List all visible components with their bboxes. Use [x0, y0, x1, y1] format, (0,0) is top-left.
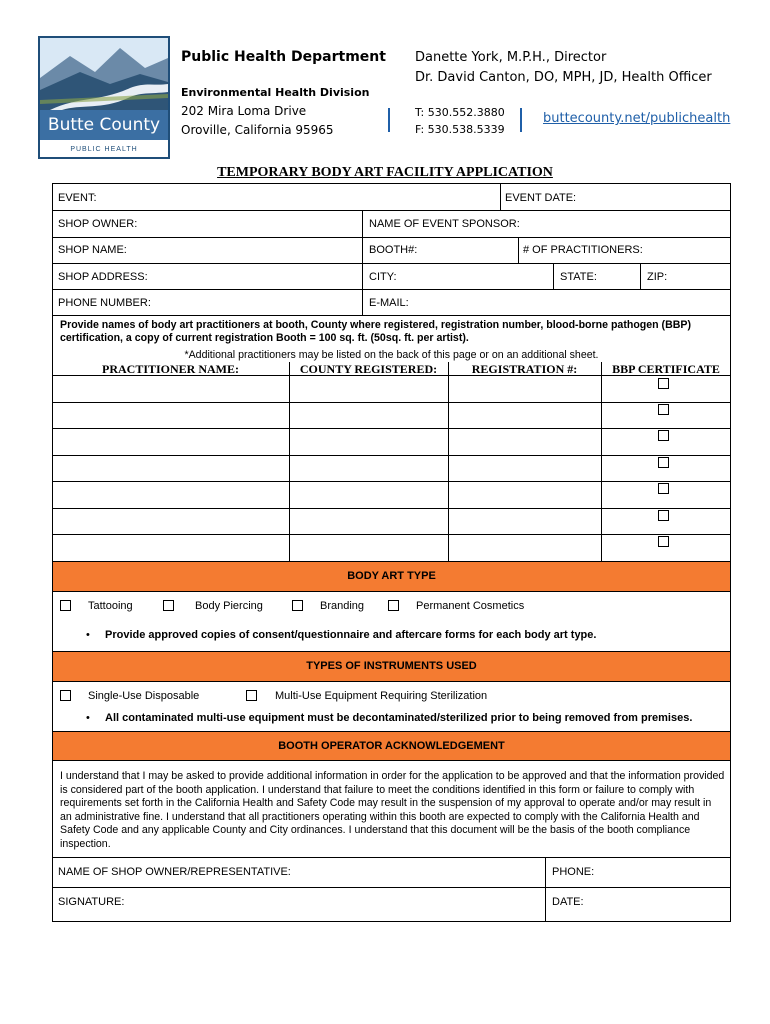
body-piercing-checkbox[interactable]	[163, 600, 174, 611]
city-field[interactable]: CITY:	[369, 271, 397, 283]
logo-name: Butte County	[40, 110, 168, 140]
address-line-1: 202 Mira Loma Drive	[181, 104, 307, 118]
tattooing-label: Tattooing	[88, 600, 133, 612]
event-date-field[interactable]: EVENT DATE:	[505, 192, 577, 204]
shop-name-field[interactable]: SHOP NAME:	[58, 244, 127, 256]
signature-field[interactable]: SIGNATURE:	[58, 896, 125, 908]
state-field[interactable]: STATE:	[560, 271, 597, 283]
form-title: TEMPORARY BODY ART FACILITY APPLICATION	[217, 165, 553, 180]
zip-field[interactable]: ZIP:	[647, 271, 668, 283]
email-field[interactable]: E-MAIL:	[369, 297, 409, 309]
website-link[interactable]: buttecounty.net/publichealth	[543, 111, 731, 126]
single-use-label: Single-Use Disposable	[88, 690, 200, 702]
fax-number: F: 530.538.5339	[415, 123, 505, 136]
address-line-2: Oroville, California 95965	[181, 123, 334, 137]
event-sponsor-field[interactable]: NAME OF EVENT SPONSOR:	[369, 218, 520, 230]
mountain-river-icon	[40, 38, 168, 110]
practitioner-instructions: Provide names of body art practitioners at booth, County where registered, registration number, blood-borne pathogen (BBP) certification, a copy of current registration Booth = 100 sq. ft. (50sq. ft. per artist).	[60, 319, 691, 344]
bbp-certificate-checkbox[interactable]	[658, 536, 669, 547]
bbp-certificate-checkbox[interactable]	[658, 430, 669, 441]
single-use-checkbox[interactable]	[60, 690, 71, 701]
practitioner-name-header: PRACTITIONER NAME:	[101, 362, 239, 376]
additional-practitioners-note: *Additional practitioners may be listed on the back of this page or on an additional sheet.	[184, 349, 599, 361]
division-name: Environmental Health Division	[181, 86, 370, 99]
department-name: Public Health Department	[181, 49, 386, 65]
owner-representative-field[interactable]: NAME OF SHOP OWNER/REPRESENTATIVE:	[58, 866, 291, 878]
phone-number-field[interactable]: PHONE NUMBER:	[58, 297, 151, 309]
shop-owner-field[interactable]: SHOP OWNER:	[58, 218, 138, 230]
bullet-icon: •	[86, 629, 90, 641]
permanent-cosmetics-checkbox[interactable]	[388, 600, 399, 611]
consent-forms-note: Provide approved copies of consent/questionnaire and aftercare forms for each body art type.	[105, 629, 597, 641]
county-registered-header: COUNTY REGISTERED:	[299, 362, 438, 376]
bullet-icon: •	[86, 712, 90, 724]
body-piercing-label: Body Piercing	[195, 600, 263, 612]
event-field[interactable]: EVENT:	[58, 192, 97, 204]
bbp-certificate-checkbox[interactable]	[658, 378, 669, 389]
branding-checkbox[interactable]	[292, 600, 303, 611]
bbp-certificate-checkbox[interactable]	[658, 483, 669, 494]
acknowledgement-text: I understand that I may be asked to provide additional information in order for the application to be approved and that the information provided is considered part of the booth application. I understand that failure to meet the conditions identified in this form or failure to comply with requirements set forth in the California Health and Safety Code may result in the suspension of my approval to operate and/or may result in an administrative fine. I understand that all practitioners operating within this booth are expected to comply with the California Health and Safety Code and any applicable County and City ordinances. I understand that this document will be the basis of the booth compliance inspection.	[60, 770, 725, 850]
practitioners-count-field[interactable]: # OF PRACTITIONERS:	[523, 244, 643, 256]
divider	[388, 108, 390, 132]
tattooing-checkbox[interactable]	[60, 600, 71, 611]
date-field[interactable]: DATE:	[552, 896, 584, 908]
bbp-certificate-checkbox[interactable]	[658, 457, 669, 468]
permanent-cosmetics-label: Permanent Cosmetics	[416, 600, 525, 612]
registration-number-header: REGISTRATION #:	[471, 362, 578, 376]
acknowledgement-heading: BOOTH OPERATOR ACKNOWLEDGEMENT	[278, 740, 505, 752]
logo-subtitle: PUBLIC HEALTH	[70, 146, 138, 153]
bbp-certificate-checkbox[interactable]	[658, 510, 669, 521]
divider	[520, 108, 522, 132]
butte-county-logo	[38, 36, 170, 159]
bbp-certificate-checkbox[interactable]	[658, 404, 669, 415]
director-name: Danette York, M.P.H., Director	[415, 50, 607, 65]
phone-number: T: 530.552.3880	[415, 106, 505, 119]
health-officer-name: Dr. David Canton, DO, MPH, JD, Health Officer	[415, 70, 712, 85]
multi-use-checkbox[interactable]	[246, 690, 257, 701]
branding-label: Branding	[320, 600, 365, 612]
shop-address-field[interactable]: SHOP ADDRESS:	[58, 271, 148, 283]
booth-field[interactable]: BOOTH#:	[369, 244, 418, 256]
bbp-certificate-header: BBP CERTIFICATE	[612, 362, 720, 376]
signoff-phone-field[interactable]: PHONE:	[552, 866, 595, 878]
body-art-type-heading: BODY ART TYPE	[347, 570, 436, 582]
decontamination-note: All contaminated multi-use equipment must be decontaminated/sterilized prior to being removed from premises.	[105, 712, 693, 724]
instruments-heading: TYPES OF INSTRUMENTS USED	[306, 660, 477, 672]
multi-use-label: Multi-Use Equipment Requiring Sterilization	[275, 690, 488, 702]
